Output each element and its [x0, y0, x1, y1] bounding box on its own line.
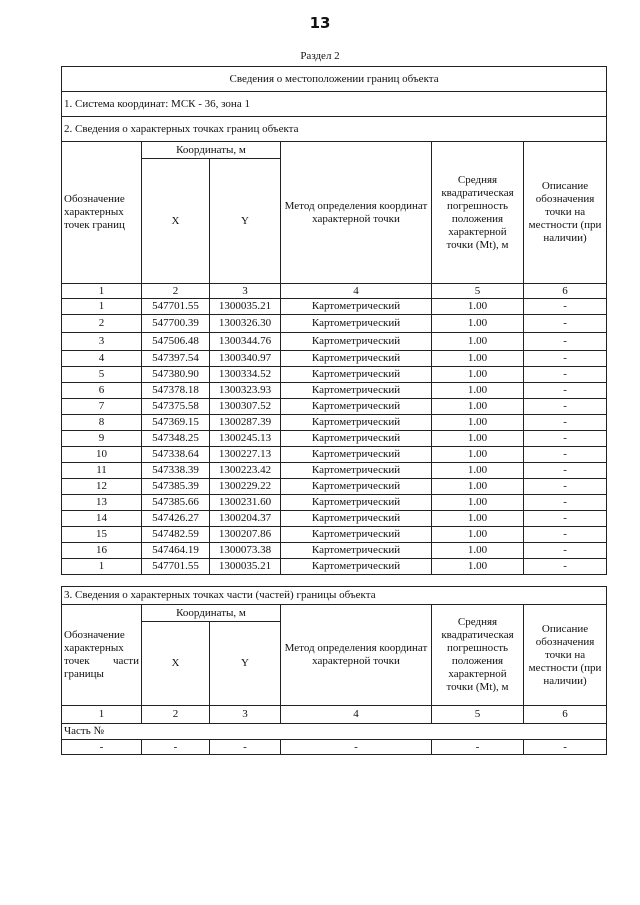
description-cell: -: [524, 415, 607, 431]
table-row: [62, 527, 607, 543]
description-cell: -: [524, 479, 607, 495]
table-row: [62, 383, 607, 399]
header-x: X: [142, 159, 210, 284]
accuracy-cell: 1.00: [432, 333, 524, 351]
table-row: [62, 415, 607, 431]
x-cell: 547338.39: [142, 463, 210, 479]
table-row: [62, 431, 607, 447]
header3-coords: Координаты, м: [142, 605, 281, 622]
description-cell: -: [524, 495, 607, 511]
y-cell: 1300035.21: [210, 559, 281, 575]
method-cell: Картометрический: [281, 447, 432, 463]
method-cell: Картометрический: [281, 399, 432, 415]
method-cell: Картометрический: [281, 527, 432, 543]
point-number-cell: 6: [62, 383, 142, 399]
table-row: [62, 299, 607, 315]
part-boundary-table: [61, 586, 607, 755]
section-label: Раздел 2: [300, 50, 340, 62]
x-cell: 547348.25: [142, 431, 210, 447]
table-row: [62, 463, 607, 479]
description-cell: -: [524, 399, 607, 415]
column-number: 1: [62, 706, 142, 724]
part-cell: -: [524, 740, 607, 755]
column-number: 6: [524, 284, 607, 299]
x-cell: 547375.58: [142, 399, 210, 415]
coord-system: 1. Система координат: МСК - 36, зона 1: [62, 92, 607, 117]
column-number: 4: [281, 284, 432, 299]
y-cell: 1300204.37: [210, 511, 281, 527]
header3-x: X: [142, 622, 210, 706]
part-cell: -: [62, 740, 142, 755]
table-row: [62, 399, 607, 415]
table-row: [62, 511, 607, 527]
method-cell: Картометрический: [281, 479, 432, 495]
page-number: 13: [309, 14, 331, 32]
method-cell: Картометрический: [281, 415, 432, 431]
method-cell: Картометрический: [281, 367, 432, 383]
accuracy-cell: 1.00: [432, 431, 524, 447]
method-cell: Картометрический: [281, 351, 432, 367]
y-cell: 1300287.39: [210, 415, 281, 431]
table-row: [62, 367, 607, 383]
accuracy-cell: 1.00: [432, 315, 524, 333]
y-cell: 1300035.21: [210, 299, 281, 315]
x-cell: 547380.90: [142, 367, 210, 383]
section2-title: 2. Сведения о характерных точках границ объекта: [62, 117, 607, 142]
y-cell: 1300229.22: [210, 479, 281, 495]
description-cell: -: [524, 383, 607, 399]
accuracy-cell: 1.00: [432, 447, 524, 463]
accuracy-cell: 1.00: [432, 559, 524, 575]
accuracy-cell: 1.00: [432, 479, 524, 495]
x-cell: 547369.15: [142, 415, 210, 431]
column-number: 4: [281, 706, 432, 724]
description-cell: -: [524, 511, 607, 527]
point-number-cell: 4: [62, 351, 142, 367]
x-cell: 547482.59: [142, 527, 210, 543]
point-number-cell: 16: [62, 543, 142, 559]
part-row: [62, 740, 607, 755]
table-title: Сведения о местоположении границ объекта: [62, 67, 607, 92]
accuracy-cell: 1.00: [432, 399, 524, 415]
header3-method: Метод определения координат характерной точки: [281, 605, 432, 706]
description-cell: -: [524, 351, 607, 367]
accuracy-cell: 1.00: [432, 463, 524, 479]
description-cell: -: [524, 333, 607, 351]
description-cell: -: [524, 559, 607, 575]
x-cell: 547385.39: [142, 479, 210, 495]
header-method: Метод определения координат характерной точки: [281, 142, 432, 284]
x-cell: 547378.18: [142, 383, 210, 399]
table-row: [62, 495, 607, 511]
table-row: [62, 559, 607, 575]
method-cell: Картометрический: [281, 431, 432, 447]
y-cell: 1300344.76: [210, 333, 281, 351]
table-row: [62, 447, 607, 463]
x-cell: 547338.64: [142, 447, 210, 463]
description-cell: -: [524, 315, 607, 333]
boundary-table: [61, 66, 607, 575]
point-number-cell: 9: [62, 431, 142, 447]
method-cell: Картометрический: [281, 463, 432, 479]
point-number-cell: 3: [62, 333, 142, 351]
accuracy-cell: 1.00: [432, 299, 524, 315]
header-designation: Обозначение характерных точек границ: [62, 142, 142, 284]
y-cell: 1300227.13: [210, 447, 281, 463]
accuracy-cell: 1.00: [432, 351, 524, 367]
description-cell: -: [524, 299, 607, 315]
column-number: 5: [432, 706, 524, 724]
header-description: Описание обозначения точки на местности (при наличии): [524, 142, 607, 284]
point-number-cell: 5: [62, 367, 142, 383]
y-cell: 1300334.52: [210, 367, 281, 383]
y-cell: 1300326.30: [210, 315, 281, 333]
x-cell: 547701.55: [142, 559, 210, 575]
table-row: [62, 543, 607, 559]
accuracy-cell: 1.00: [432, 495, 524, 511]
point-number-cell: 8: [62, 415, 142, 431]
method-cell: Картометрический: [281, 511, 432, 527]
x-cell: 547464.19: [142, 543, 210, 559]
point-number-cell: 15: [62, 527, 142, 543]
accuracy-cell: 1.00: [432, 415, 524, 431]
x-cell: 547701.55: [142, 299, 210, 315]
point-number-cell: 11: [62, 463, 142, 479]
x-cell: 547385.66: [142, 495, 210, 511]
column-number: 1: [62, 284, 142, 299]
accuracy-cell: 1.00: [432, 383, 524, 399]
part-cell: -: [210, 740, 281, 755]
table-row: [62, 315, 607, 333]
header3-accuracy: Средняя квадратическая погрешность положения характерной точки (Mt), м: [432, 605, 524, 706]
header-accuracy: Средняя квадратическая погрешность положения характерной точки (Mt), м: [432, 142, 524, 284]
method-cell: Картометрический: [281, 543, 432, 559]
header3-y: Y: [210, 622, 281, 706]
x-cell: 547700.39: [142, 315, 210, 333]
point-number-cell: 2: [62, 315, 142, 333]
accuracy-cell: 1.00: [432, 543, 524, 559]
y-cell: 1300245.13: [210, 431, 281, 447]
header3-description: Описание обозначения точки на местности (при наличии): [524, 605, 607, 706]
description-cell: -: [524, 447, 607, 463]
part-cell: -: [142, 740, 210, 755]
y-cell: 1300223.42: [210, 463, 281, 479]
column-number: 6: [524, 706, 607, 724]
method-cell: Картометрический: [281, 495, 432, 511]
table-row: [62, 333, 607, 351]
y-cell: 1300231.60: [210, 495, 281, 511]
accuracy-cell: 1.00: [432, 367, 524, 383]
column-numbers-3: [62, 706, 607, 724]
description-cell: -: [524, 431, 607, 447]
y-cell: 1300307.52: [210, 399, 281, 415]
description-cell: -: [524, 543, 607, 559]
method-cell: Картометрический: [281, 333, 432, 351]
method-cell: Картометрический: [281, 559, 432, 575]
header-coords: Координаты, м: [142, 142, 281, 159]
column-numbers: [62, 284, 607, 299]
point-number-cell: 14: [62, 511, 142, 527]
header3-designation: Обозначение характерных точек части границы: [62, 605, 142, 706]
point-number-cell: 10: [62, 447, 142, 463]
column-number: 3: [210, 706, 281, 724]
point-number-cell: 13: [62, 495, 142, 511]
method-cell: Картометрический: [281, 383, 432, 399]
column-number: 2: [142, 706, 210, 724]
x-cell: 547426.27: [142, 511, 210, 527]
method-cell: Картометрический: [281, 315, 432, 333]
description-cell: -: [524, 463, 607, 479]
x-cell: 547506.48: [142, 333, 210, 351]
point-number-cell: 7: [62, 399, 142, 415]
accuracy-cell: 1.00: [432, 527, 524, 543]
header-y: Y: [210, 159, 281, 284]
column-number: 3: [210, 284, 281, 299]
point-number-cell: 1: [62, 559, 142, 575]
column-number: 2: [142, 284, 210, 299]
section3-title: 3. Сведения о характерных точках части (частей) границы объекта: [62, 587, 607, 605]
table-row: [62, 479, 607, 495]
description-cell: -: [524, 527, 607, 543]
part-label: Часть №: [62, 724, 607, 740]
part-cell: -: [281, 740, 432, 755]
y-cell: 1300323.93: [210, 383, 281, 399]
y-cell: 1300340.97: [210, 351, 281, 367]
method-cell: Картометрический: [281, 299, 432, 315]
point-number-cell: 1: [62, 299, 142, 315]
y-cell: 1300073.38: [210, 543, 281, 559]
y-cell: 1300207.86: [210, 527, 281, 543]
x-cell: 547397.54: [142, 351, 210, 367]
part-cell: -: [432, 740, 524, 755]
description-cell: -: [524, 367, 607, 383]
accuracy-cell: 1.00: [432, 511, 524, 527]
point-number-cell: 12: [62, 479, 142, 495]
column-number: 5: [432, 284, 524, 299]
table-row: [62, 351, 607, 367]
